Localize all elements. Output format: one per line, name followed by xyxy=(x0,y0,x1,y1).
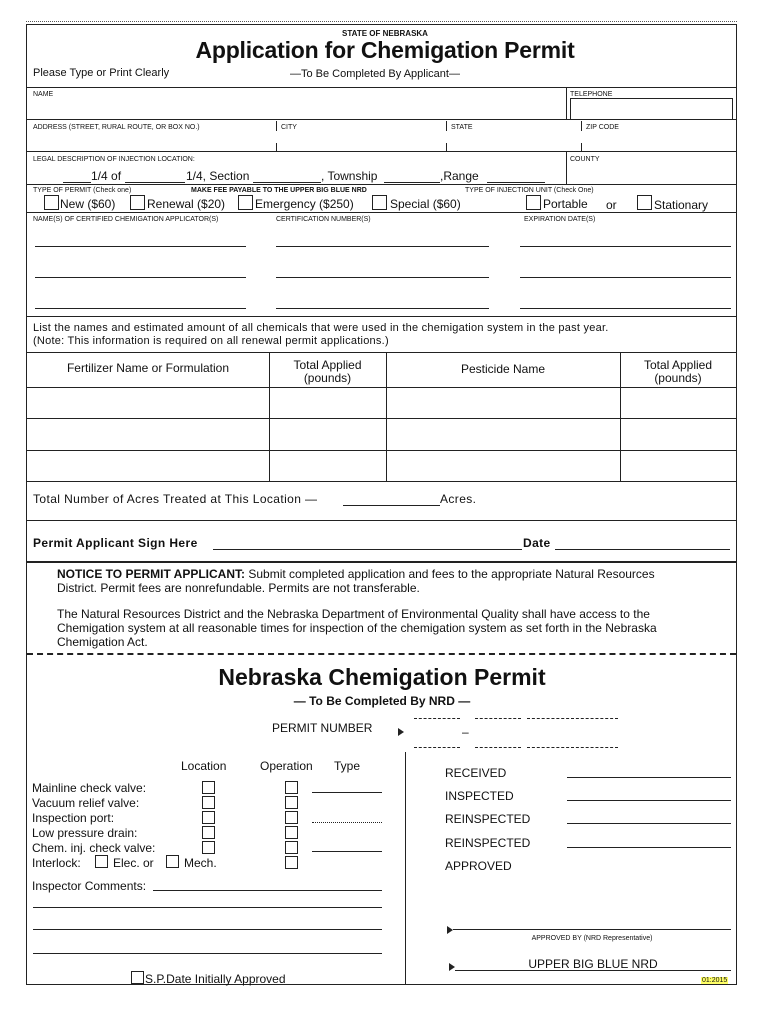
permit-new-checkbox[interactable] xyxy=(44,195,59,210)
zip-label: ZIP CODE xyxy=(586,124,619,131)
approved-by-arrow-icon xyxy=(447,926,453,934)
sign-label: Permit Applicant Sign Here xyxy=(33,536,198,550)
inspection-port-label: Inspection port: xyxy=(32,811,115,825)
applicator-names-label: NAME(S) OF CERTIFIED CHEMIGATION APPLICATOR(S) xyxy=(33,216,219,223)
form-title: Application for Chemigation Permit xyxy=(195,37,575,63)
permit-special-label: Special ($60) xyxy=(390,197,461,211)
township-label: , Township xyxy=(321,169,378,183)
notice-line2: District. Permit fees are nonrefundable. Permits are not transferable. xyxy=(57,581,420,595)
pesticide-col-header: Pesticide Name xyxy=(460,362,546,376)
mech-label: Mech. xyxy=(184,856,217,870)
status-reinspected-1: REINSPECTED xyxy=(445,812,531,826)
fertilizer-col-header: Fertilizer Name or Formulation xyxy=(66,361,230,375)
acres-input[interactable] xyxy=(343,505,440,506)
reinspected-2-input[interactable] xyxy=(567,847,731,848)
inspection-port-type-input[interactable] xyxy=(312,822,382,823)
status-inspected: INSPECTED xyxy=(445,789,514,803)
county-field[interactable] xyxy=(570,166,734,182)
state-field[interactable] xyxy=(448,133,579,149)
total2-col-header-a: Total Applied xyxy=(643,358,713,372)
notice-heading: NOTICE TO PERMIT APPLICANT: xyxy=(57,567,246,581)
interlock-elec-checkbox[interactable] xyxy=(95,855,108,868)
status-reinspected-2: REINSPECTED xyxy=(445,836,531,850)
low-pressure-label: Low pressure drain: xyxy=(32,826,138,840)
legal-q1-label: 1/4 of xyxy=(91,169,122,183)
interlock-mech-checkbox[interactable] xyxy=(166,855,179,868)
certification-number-2[interactable] xyxy=(276,277,489,278)
portable-checkbox[interactable] xyxy=(526,195,541,210)
inspector-comments-line-1[interactable] xyxy=(153,890,382,891)
inspection-port-operation-checkbox[interactable] xyxy=(285,811,298,824)
mainline-label: Mainline check valve: xyxy=(32,781,147,795)
legal-q2-label: 1/4, Section xyxy=(186,169,250,183)
notice-line1 xyxy=(57,567,655,581)
legal-q1-input[interactable] xyxy=(63,182,91,183)
expiration-date-2[interactable] xyxy=(520,277,731,278)
range-label: ,Range xyxy=(440,169,479,183)
county-label: COUNTY xyxy=(570,156,600,163)
permit-emergency-label: Emergency ($250) xyxy=(255,197,354,211)
total1-col-header-b: (pounds) xyxy=(303,371,352,385)
reinspected-1-input[interactable] xyxy=(567,823,731,824)
type-col-header: Type xyxy=(334,759,361,773)
certification-number-1[interactable] xyxy=(276,246,489,247)
approved-by-label: APPROVED BY (NRD Representative) xyxy=(531,935,653,942)
notice-p2-line2: Chemigation system at all reasonable times for inspection of the chemigation system as set forth in the Nebraska xyxy=(57,621,657,635)
inspector-comments-label: Inspector Comments: xyxy=(32,879,147,893)
acres-label: Total Number of Acres Treated at This Location — xyxy=(33,492,318,506)
zip-field[interactable] xyxy=(583,133,733,149)
acres-unit: Acres. xyxy=(440,492,477,506)
total2-col-header-b: (pounds) xyxy=(654,371,702,385)
form-code: 01:2015 xyxy=(702,977,728,984)
permit-emergency-checkbox[interactable] xyxy=(238,195,253,210)
inspector-comments-line-4[interactable] xyxy=(33,953,382,954)
applicator-name-2[interactable] xyxy=(35,277,246,278)
operation-col-header: Operation xyxy=(260,759,313,773)
signature-input[interactable] xyxy=(213,549,522,550)
applicator-name-1[interactable] xyxy=(35,246,246,247)
permit-type-label: TYPE OF PERMIT (Check one) xyxy=(33,187,132,194)
permit-special-checkbox[interactable] xyxy=(372,195,387,210)
status-approved: APPROVED xyxy=(445,859,512,873)
interlock-label: Interlock: xyxy=(32,856,81,870)
name-label: NAME xyxy=(33,91,54,98)
inspected-input[interactable] xyxy=(567,800,731,801)
permit-renewal-label: Renewal ($20) xyxy=(147,197,226,211)
chemicals-note-line1: List the names and estimated amount of all chemicals that were used in the chemigation system in the past year. xyxy=(33,322,609,334)
elec-label: Elec. or xyxy=(113,856,154,870)
permit-new-label: New ($60) xyxy=(60,197,116,211)
address-label: ADDRESS (STREET, RURAL ROUTE, OR BOX NO.) xyxy=(33,124,200,131)
city-label: CITY xyxy=(281,124,297,131)
mainline-operation-checkbox[interactable] xyxy=(285,781,298,794)
township-input[interactable] xyxy=(384,182,440,183)
telephone-field[interactable] xyxy=(570,98,733,120)
permit-renewal-checkbox[interactable] xyxy=(130,195,145,210)
chem-inj-location-checkbox[interactable] xyxy=(202,841,215,854)
stationary-label: Stationary xyxy=(654,198,709,212)
interlock-operation-checkbox[interactable] xyxy=(285,856,298,869)
total1-col-header-a: Total Applied xyxy=(293,358,362,372)
expiration-date-3[interactable] xyxy=(520,308,731,309)
portable-label: Portable xyxy=(543,197,588,211)
notice-line1-text: Submit completed application and fees to the appropriate Natural Resources xyxy=(248,567,655,581)
inspection-port-location-checkbox[interactable] xyxy=(202,811,215,824)
injection-unit-label: TYPE OF INJECTION UNIT (Check One) xyxy=(465,187,594,194)
print-instruction: Please Type or Print Clearly xyxy=(33,67,170,79)
vacuum-location-checkbox[interactable] xyxy=(202,796,215,809)
state-label: STATE xyxy=(451,124,473,131)
chem-inj-operation-checkbox[interactable] xyxy=(285,841,298,854)
name-field[interactable] xyxy=(28,98,563,118)
chem-inj-type-input[interactable] xyxy=(312,851,382,852)
expiration-date-1[interactable] xyxy=(520,246,731,247)
approved-by-input[interactable] xyxy=(453,929,731,930)
legal-label: LEGAL DESCRIPTION OF INJECTION LOCATION: xyxy=(33,156,195,163)
permit-number-label: PERMIT NUMBER xyxy=(272,721,373,735)
chem-inj-label: Chem. inj. check valve: xyxy=(32,841,156,855)
sp-date-checkbox[interactable] xyxy=(131,971,144,984)
state-heading: STATE OF NEBRASKA xyxy=(342,29,428,38)
mainline-type-input[interactable] xyxy=(312,792,382,793)
notice-p2-line3: Chemigation Act. xyxy=(57,635,148,649)
inspector-comments-line-3[interactable] xyxy=(33,929,382,930)
section-input[interactable] xyxy=(253,182,321,183)
range-input[interactable] xyxy=(487,182,545,183)
vacuum-operation-checkbox[interactable] xyxy=(285,796,298,809)
chemicals-note-line2: (Note: This information is required on all renewal permit applications.) xyxy=(33,335,389,347)
permit-number-arrow-icon xyxy=(398,728,404,736)
certification-number-3[interactable] xyxy=(276,308,489,309)
date-input[interactable] xyxy=(555,549,730,550)
top-double-rule xyxy=(26,21,737,22)
telephone-label: TELEPHONE xyxy=(570,91,613,98)
applicant-subtitle: —To Be Completed By Applicant— xyxy=(290,68,460,80)
legal-q2-input[interactable] xyxy=(125,182,185,183)
permit-number-field[interactable] xyxy=(414,718,618,748)
certification-label: CERTIFICATION NUMBER(S) xyxy=(276,216,371,223)
received-input[interactable] xyxy=(567,777,731,778)
permit-number-dash: – xyxy=(462,725,469,739)
low-pressure-location-checkbox[interactable] xyxy=(202,826,215,839)
nrd-name: UPPER BIG BLUE NRD xyxy=(528,957,658,971)
sp-date-input[interactable] xyxy=(298,984,382,985)
low-pressure-operation-checkbox[interactable] xyxy=(285,826,298,839)
sp-date-label: S.P.Date Initially Approved xyxy=(145,972,286,986)
permit-title: Nebraska Chemigation Permit xyxy=(218,664,546,690)
location-col-header: Location xyxy=(181,759,227,773)
status-received: RECEIVED xyxy=(445,766,507,780)
expiration-label: EXPIRATION DATE(S) xyxy=(524,216,596,223)
fee-note: MAKE FEE PAYABLE TO THE UPPER BIG BLUE NRD xyxy=(191,187,367,194)
address-field[interactable] xyxy=(28,133,274,149)
stationary-checkbox[interactable] xyxy=(637,195,652,210)
date-label: Date xyxy=(523,536,551,550)
or-label: or xyxy=(606,198,617,212)
notice-p2-line1: The Natural Resources District and the Nebraska Department of Environmental Quality shall have access to the xyxy=(57,607,650,621)
permit-subtitle: — To Be Completed By NRD — xyxy=(293,694,471,708)
vacuum-label: Vacuum relief valve: xyxy=(32,796,140,810)
mainline-location-checkbox[interactable] xyxy=(202,781,215,794)
inspector-comments-line-2[interactable] xyxy=(33,907,382,908)
city-field[interactable] xyxy=(278,133,444,149)
applicator-name-3[interactable] xyxy=(35,308,246,309)
